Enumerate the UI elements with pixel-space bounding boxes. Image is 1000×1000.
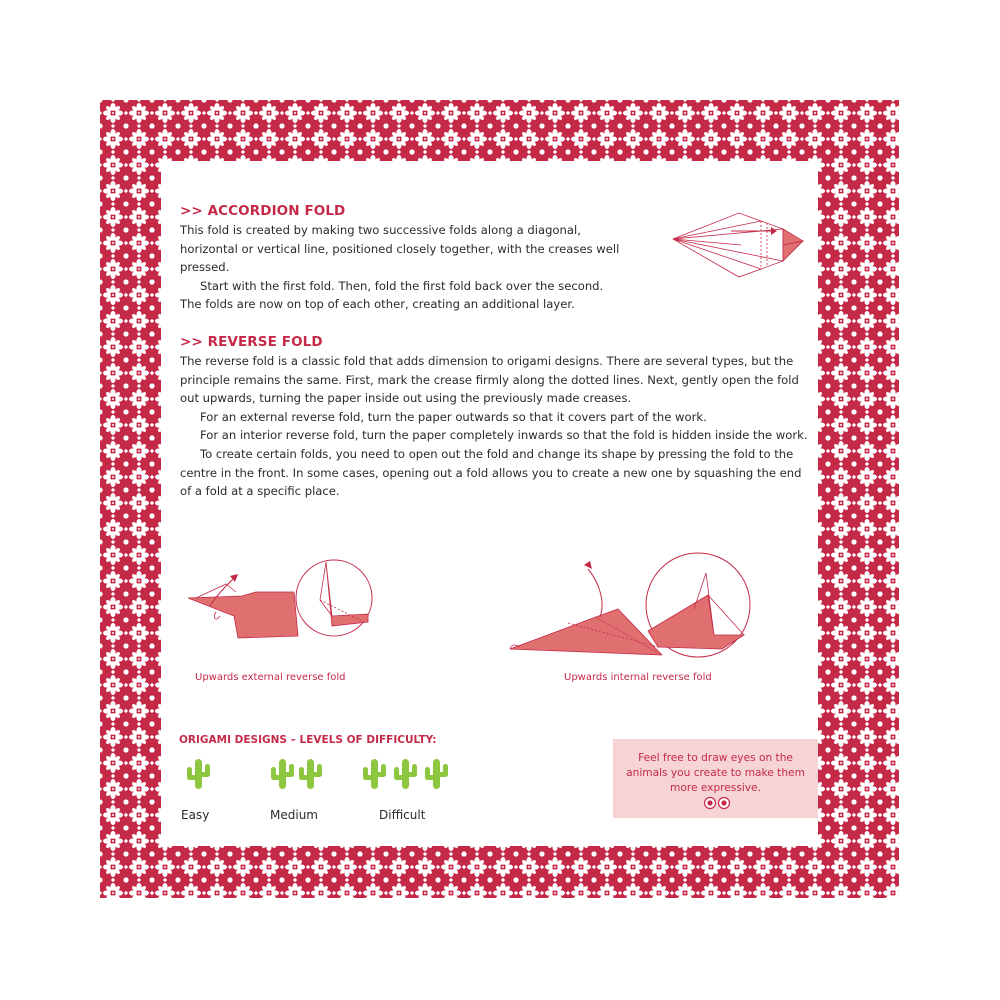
paragraph: To create certain folds, you need to open out the fold and change its shape by pressing the fold to the centre in the front. In some cases, opening out a fold allows you to create a new one by squashing the end of a fold at a specific place. (180, 446, 802, 499)
internal-reverse-fold-illustration (508, 551, 753, 659)
cactus-icon (392, 757, 418, 791)
cactus-icon (423, 757, 449, 791)
accordion-fold-text (180, 221, 625, 314)
difficulty-label-difficult: Difficult (379, 808, 426, 822)
accordion-fold-diagram (671, 211, 811, 281)
content-panel (161, 161, 818, 846)
reverse-fold-text (180, 352, 810, 501)
difficulty-label-easy: Easy (181, 808, 210, 822)
accordion-fold-heading: >> ACCORDION FOLD (180, 203, 346, 219)
paragraph: For an interior reverse fold, turn the paper completely inwards so that the fold is hidden inside the work. (200, 428, 808, 443)
reverse-fold-heading: >> REVERSE FOLD (180, 334, 323, 350)
paragraph: Start with the first fold. Then, fold the first fold back over the second. The folds are now on top of each other, creating an additional layer. (180, 278, 604, 312)
difficulty-title: ORIGAMI DESIGNS – LEVELS OF DIFFICULTY: (179, 734, 437, 746)
tip-note-text: Feel free to draw eyes on the animals you create to make them more expressive. (626, 752, 805, 794)
cactus-icon (269, 757, 295, 791)
caption-internal-reverse-fold: Upwards internal reverse fold (564, 672, 712, 683)
paragraph: This fold is created by making two successive folds along a diagonal, horizontal or vertical line, positioned closely together, with the creases well pressed. (180, 223, 620, 275)
cactus-icon (185, 757, 211, 791)
cactus-icon (361, 757, 387, 791)
cactus-icon (297, 757, 323, 791)
caption-external-reverse-fold: Upwards external reverse fold (195, 672, 346, 683)
eyes-icon (703, 796, 731, 810)
difficulty-label-medium: Medium (270, 808, 318, 822)
paragraph: The reverse fold is a classic fold that adds dimension to origami designs. There are several types, but the principle remains the same. First, mark the crease firmly along the dotted lines. Next, gently open the fold out upwards, turning the paper inside out using the previously made creases. (180, 354, 799, 406)
tip-note-box (613, 739, 818, 818)
paragraph: For an external reverse fold, turn the paper outwards so that it covers part of the work. (200, 409, 707, 424)
external-reverse-fold-illustration (186, 556, 376, 656)
